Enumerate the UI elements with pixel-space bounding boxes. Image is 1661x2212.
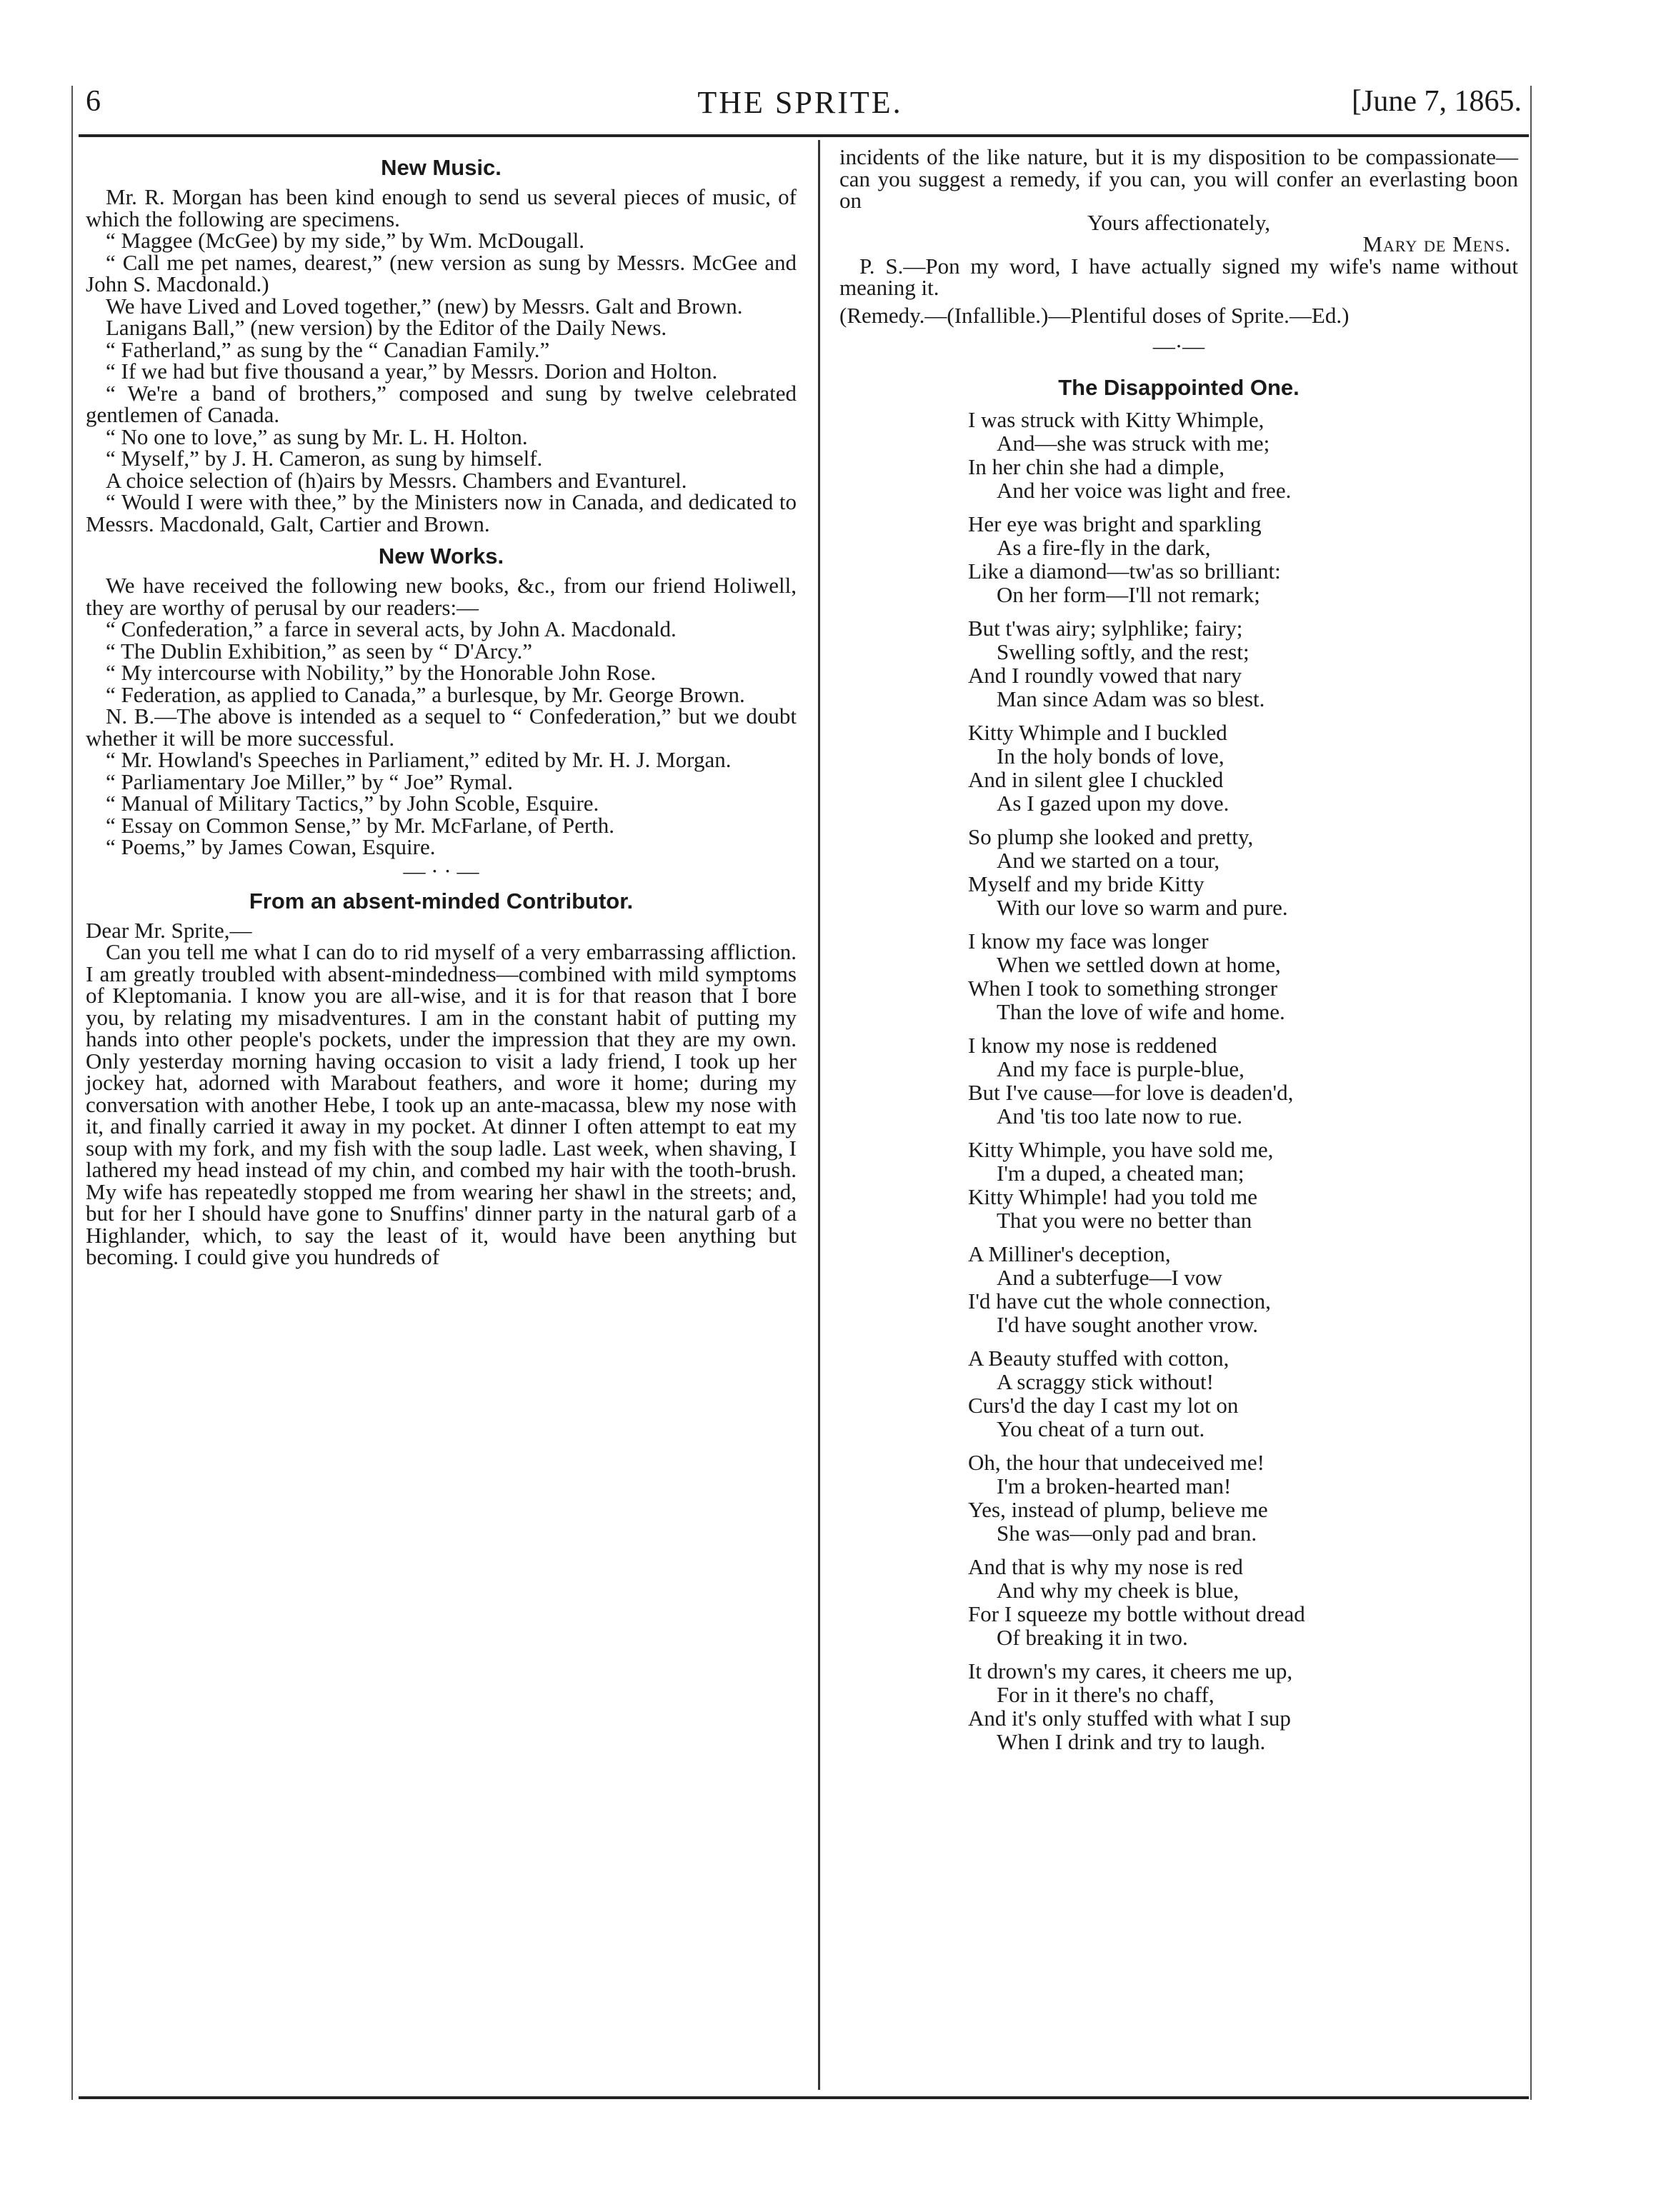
poem-line: That you were no better than	[997, 1208, 1252, 1233]
poem-line: And it's only stuffed with what I sup	[968, 1706, 1291, 1731]
right-column	[839, 146, 1518, 1763]
letter-postscript: P. S.—Pon my word, I have actually signed my wife's name without meaning it.	[839, 253, 1518, 300]
music-item: “ Maggee (McGee) by my side,” by Wm. McDougall.	[106, 228, 585, 253]
masthead-title: THE SPRITE.	[697, 85, 903, 120]
poem-line: Than the love of wife and home.	[997, 999, 1285, 1024]
poem-line: And a subterfuge—I vow	[997, 1265, 1222, 1290]
poem-line: And 'tis too late now to rue.	[997, 1104, 1242, 1128]
music-item: We have Lived and Loved together,” (new) by Messrs. Galt and Brown.	[106, 293, 743, 319]
poem-stanza	[839, 1659, 1518, 1753]
header-rule	[79, 134, 1529, 137]
poem-line: And in silent glee I chuckled	[968, 767, 1224, 792]
poem-line: But I've cause—for love is deaden'd,	[968, 1080, 1294, 1105]
works-item: “ Manual of Military Tactics,” by John Scoble, Esquire.	[106, 791, 599, 816]
new-music-heading: New Music.	[381, 155, 502, 180]
poem-line: And why my cheek is blue,	[997, 1578, 1239, 1603]
letter-continued: incidents of the like nature, but it is my disposition to be compassionate—can you suggest a remedy, if you can, you will confer an everlasting boon on	[839, 144, 1518, 213]
poem-line: A scraggy stick without!	[997, 1369, 1214, 1394]
poem-line: Oh, the hour that undeceived me!	[968, 1450, 1265, 1475]
works-item: “ Confederation,” a farce in several acts, by John A. Macdonald.	[106, 616, 677, 641]
poem-line: And we started on a tour,	[997, 848, 1220, 873]
poem-line: I was struck with Kitty Whimple,	[968, 407, 1265, 432]
poem-line: I'm a duped, a cheated man;	[997, 1161, 1244, 1186]
poem-line: Kitty Whimple and I buckled	[968, 720, 1227, 745]
works-item: “ The Dublin Exhibition,” as seen by “ D'Arcy.”	[106, 638, 533, 664]
music-item: “ Call me pet names, dearest,” (new version as sung by Messrs. McGee and John S. Macdonald.)	[86, 249, 797, 296]
poem-line: Kitty Whimple! had you told me	[968, 1184, 1257, 1209]
poem-stanza	[839, 825, 1518, 919]
poem-stanza	[839, 929, 1518, 1024]
poem-line: And her voice was light and free.	[997, 478, 1292, 503]
poem-line: On her form—I'll not remark;	[997, 582, 1260, 607]
poem-line: Myself and my bride Kitty	[968, 871, 1204, 896]
poem-line: I know my nose is reddened	[968, 1033, 1217, 1058]
letter-body: Can you tell me what I can do to rid myself of a very embarrassing affliction. I am greatly troubled with absent-mindedness—combined with mild symptoms of Kleptomania. I know you are all-wise, and it is for that reason that I bore you, by relating my misadventures. I am in the constant habit of putting my hands into other people's pockets, under the impression that they are my own. Only yesterday morning having occasion to visit a lady friend, I took up her jockey hat, adorned with Marabout feathers, and wore it home; during my conversation with another Hebe, I took up an ante-macassa, blew my nose with it, and finally carried it away in my pocket. At dinner I often attempt to eat my soup with my fork, and my fish with the soup ladle. Last week, when shaving, I lathered my head instead of my chin, and combed my hair with the tooth-brush. My wife has repeatedly stopped me from wearing her shawl in the streets; and, but for her I should have gone to Snuffins' dinner party in the natural garb of a Highlander, which, to say the least of it, would have been anything but becoming. I could give you hundreds of	[86, 939, 797, 1269]
poem-line: And—she was struck with me;	[997, 431, 1270, 456]
music-item: “ Fatherland,” as sung by the “ Canadian Family.”	[106, 336, 550, 362]
poem-stanza	[839, 1451, 1518, 1545]
poem-stanza	[839, 1242, 1518, 1336]
poem-line: Man since Adam was so blest.	[997, 686, 1265, 711]
poem-stanza	[839, 1034, 1518, 1128]
footer-rule	[79, 2096, 1529, 2099]
poem-line: Swelling softly, and the rest;	[997, 639, 1250, 664]
poem-heading: The Disappointed One.	[1058, 375, 1300, 400]
letter-salutation: Dear Mr. Sprite,—	[86, 917, 252, 943]
poem-line: As a fire-fly in the dark,	[997, 535, 1211, 560]
poem-body	[839, 408, 1518, 1753]
works-item: “ Parliamentary Joe Miller,” by “ Joe” Rymal.	[106, 769, 513, 794]
new-works-heading: New Works.	[378, 544, 504, 569]
page-header	[79, 84, 1522, 134]
poem-line: With our love so warm and pure.	[997, 895, 1288, 920]
poem-line: For I squeeze my bottle without dread	[968, 1601, 1305, 1626]
poem-stanza	[839, 721, 1518, 815]
poem-line: As I gazed upon my dove.	[997, 791, 1229, 816]
poem-line: You cheat of a turn out.	[997, 1416, 1205, 1441]
works-item: “ Essay on Common Sense,” by Mr. McFarlane, of Perth.	[106, 812, 615, 838]
poem-line: I'm a broken-hearted man!	[997, 1473, 1232, 1498]
poem-line: And that is why my nose is red	[968, 1554, 1243, 1579]
poem-stanza	[839, 512, 1518, 606]
poem-line: A Beauty stuffed with cotton,	[968, 1346, 1229, 1371]
music-item: “ We're a band of brothers,” composed and sung by twelve celebrated gentlemen of Canada.	[86, 380, 797, 427]
poem-stanza	[839, 1555, 1518, 1649]
works-item: “ Mr. Howland's Speeches in Parliament,” edited by Mr. H. J. Morgan.	[106, 747, 732, 772]
poem-line: A Milliner's deception,	[968, 1241, 1171, 1266]
music-item: Lanigans Ball,” (new version) by the Editor of the Daily News.	[106, 315, 667, 340]
poem-line: In her chin she had a dimple,	[968, 454, 1224, 479]
letter-closing: Yours affectionately,	[1087, 209, 1270, 235]
poem-stanza	[839, 408, 1518, 502]
poem-line: In the holy bonds of love,	[997, 744, 1224, 769]
poem-line: But t'was airy; sylphlike; fairy;	[968, 616, 1243, 641]
works-item: “ Federation, as applied to Canada,” a burlesque, by Mr. George Brown.	[106, 681, 745, 707]
page-number: 6	[86, 85, 101, 118]
poem-line: And I roundly vowed that nary	[968, 663, 1242, 688]
poem-line: Like a diamond—tw'as so brilliant:	[968, 559, 1281, 584]
works-item: “ My intercourse with Nobility,” by the Honorable John Rose.	[106, 660, 657, 685]
left-column	[86, 146, 797, 1268]
music-item: “ If we had but five thousand a year,” by Messrs. Dorion and Holton.	[106, 359, 718, 384]
music-item: “ Myself,” by J. H. Cameron, as sung by himself.	[106, 446, 543, 471]
poem-line: Her eye was bright and sparkling	[968, 511, 1262, 536]
music-item: “ Would I were with thee,” by the Ministers now in Canada, and dedicated to Messrs. Macdonald, Galt, Cartier and Brown.	[86, 489, 797, 536]
editor-remedy: (Remedy.—(Infallible.)—Plentiful doses of Sprite.—Ed.)	[839, 302, 1350, 328]
poem-line: And my face is purple-blue,	[997, 1056, 1244, 1081]
letter-signature: Mary de Mens.	[1362, 231, 1511, 256]
poem-line: When I took to something stronger	[968, 976, 1278, 1001]
poem-line: I'd have cut the whole connection,	[968, 1288, 1271, 1313]
music-item: “ No one to love,” as sung by Mr. L. H. Holton.	[106, 424, 528, 449]
new-music-intro: Mr. R. Morgan has been kind enough to send us several pieces of music, of which the following are specimens.	[86, 184, 797, 231]
new-works-intro: We have received the following new books, &c., from our friend Holiwell, they are worthy of perusal by our readers:—	[86, 573, 797, 620]
poem-line: So plump she looked and pretty,	[968, 824, 1254, 849]
issue-date: [June 7, 1865.	[1352, 85, 1522, 118]
poem-line: Kitty Whimple, you have sold me,	[968, 1137, 1274, 1162]
poem-stanza	[839, 616, 1518, 711]
poem-line: I know my face was longer	[968, 929, 1209, 954]
poem-stanza	[839, 1138, 1518, 1232]
column-divider	[818, 140, 820, 2090]
poem-line: Of breaking it in two.	[997, 1625, 1188, 1650]
music-item: A choice selection of (h)airs by Messrs. Chambers and Evanturel.	[106, 467, 687, 493]
poem-line: It drown's my cares, it cheers me up,	[968, 1658, 1293, 1683]
poem-line: When I drink and try to laugh.	[997, 1729, 1266, 1754]
works-list	[86, 616, 797, 859]
poem-line: For in it there's no chaff,	[997, 1682, 1214, 1707]
poem-line: She was—only pad and bran.	[997, 1521, 1257, 1546]
section-divider: — · · —	[403, 858, 479, 884]
left-margin-rule	[71, 86, 73, 2100]
section-divider: —·—	[1152, 334, 1205, 359]
poem-line: I'd have sought another vrow.	[997, 1312, 1259, 1337]
right-margin-rule	[1530, 86, 1532, 2100]
works-item: N. B.—The above is intended as a sequel to “ Confederation,” but we doubt whether it will be more successful.	[86, 704, 797, 751]
poem-line: Curs'd the day I cast my lot on	[968, 1393, 1239, 1418]
poem-line: Yes, instead of plump, believe me	[968, 1497, 1268, 1522]
music-list	[86, 230, 797, 535]
letter-heading: From an absent-minded Contributor.	[249, 888, 634, 914]
works-item: “ Poems,” by James Cowan, Esquire.	[106, 834, 436, 859]
poem-line: When we settled down at home,	[997, 952, 1281, 977]
poem-stanza	[839, 1346, 1518, 1441]
